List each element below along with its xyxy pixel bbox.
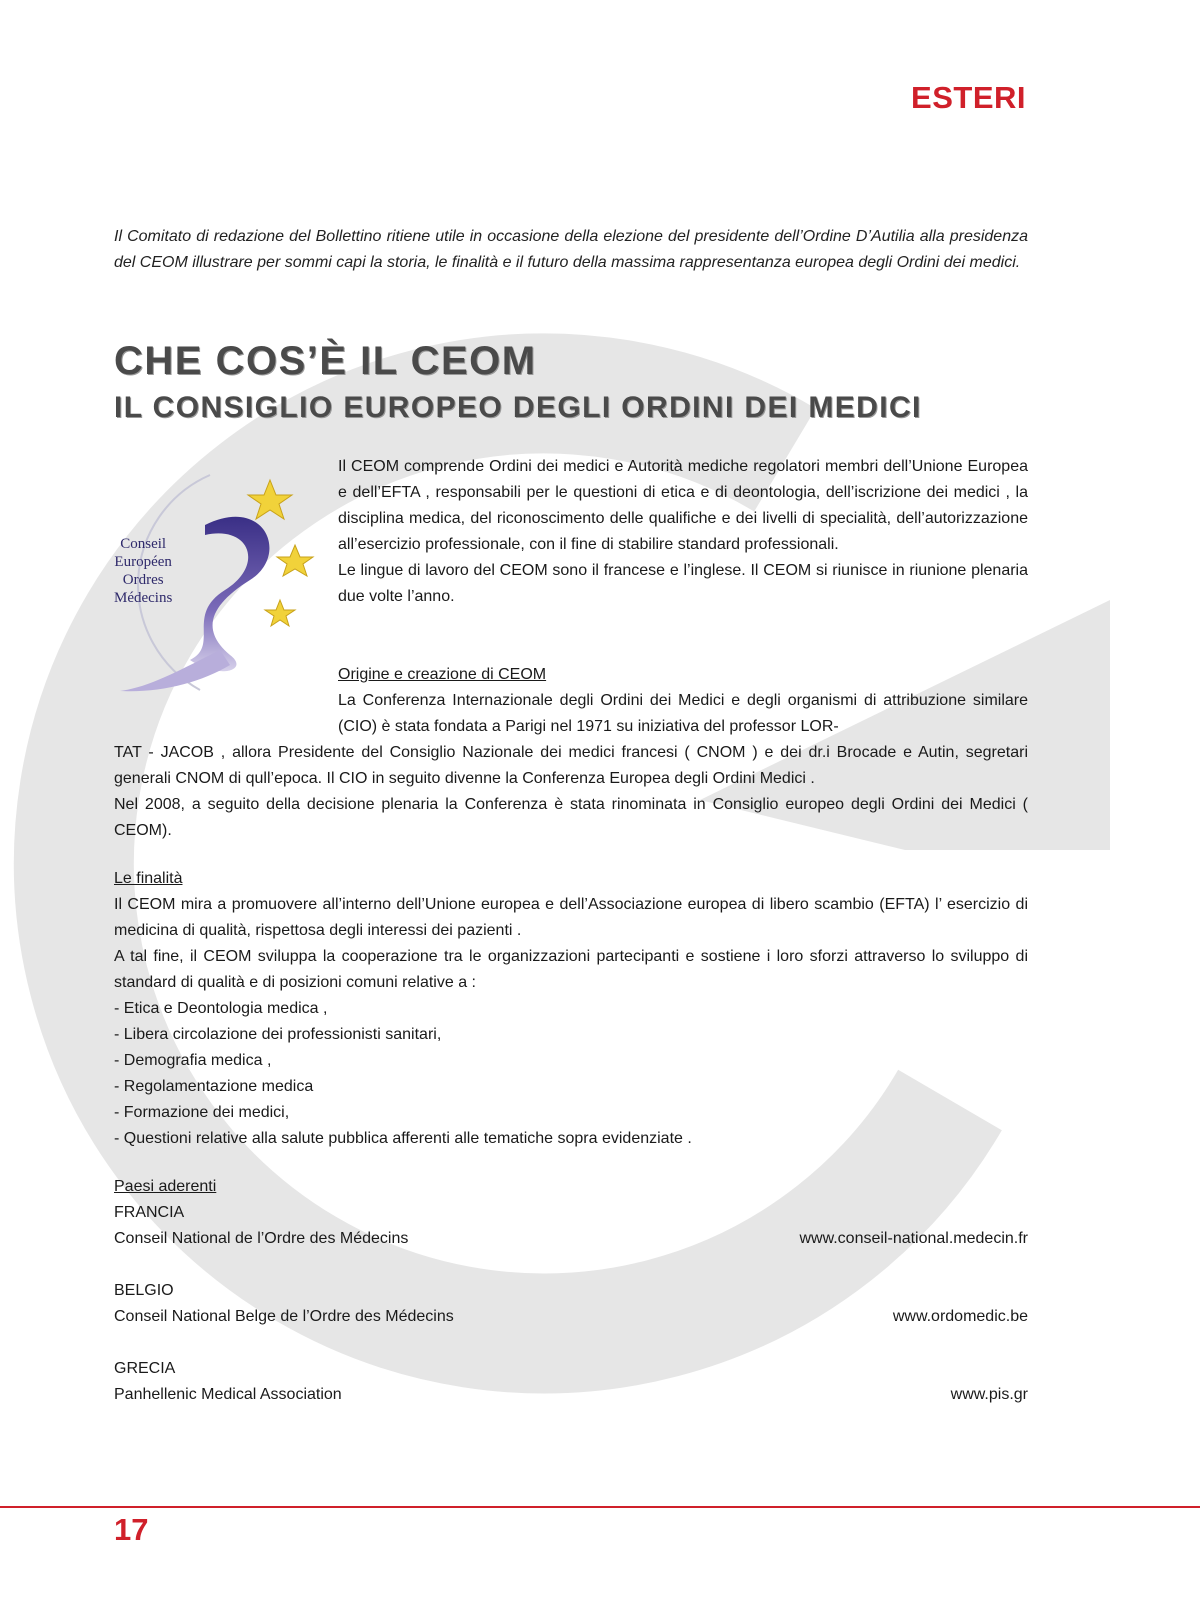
list-item: - Formazione dei medici,: [114, 1104, 290, 1121]
page-number: 17: [114, 1512, 149, 1547]
intro-paragraph: Il Comitato di redazione del Bollettino ritiene utile in occasione della elezione del presidente dell’Ordine D’Autilia alla presidenza del CEOM illustrare per sommi capi la storia, le finalità e il futuro della massima rappresentanza europea degli Ordini dei medici.: [114, 228, 1028, 271]
article-paragraph: Le lingue di lavoro del CEOM sono il francese e l’inglese. Il CEOM si riunisce in riunione plenaria due volte l’anno.: [338, 562, 1028, 605]
footer-rule: [0, 1506, 1200, 1508]
article-paragraph: La Conferenza Internazionale degli Ordini dei Medici e degli organismi di attribuzione similare (CIO) è stata fondata a Parigi nel 1971 su iniziativa del professor LOR-: [338, 692, 1028, 735]
member-row-belgio: [114, 1304, 1028, 1330]
list-item: - Libera circolazione dei professionisti sanitari,: [114, 1026, 442, 1043]
list-item: - Demografia medica ,: [114, 1052, 272, 1069]
member-org: Conseil National Belge de l’Ordre des Médecins: [114, 1308, 454, 1325]
article-paragraph: A tal fine, il CEOM sviluppa la cooperazione tra le organizzazioni partecipanti e sostiene i loro sforzi attraverso lo sviluppo di standard di qualità e di posizioni comuni relative a :: [114, 948, 1028, 991]
article-intro-block: [338, 454, 1028, 610]
member-country-belgio: BELGIO: [114, 1282, 174, 1299]
article-paragraph: Il CEOM mira a promuovere all’interno dell’Unione europea e dell’Associazione europea di libero scambio (EFTA) l’ esercizio di medicina di qualità, rispettosa degli interessi dei pazienti .: [114, 896, 1028, 939]
member-row-grecia: [114, 1382, 1028, 1408]
section-tag: ESTERI: [911, 80, 1026, 115]
article-paragraph: Nel 2008, a seguito della decisione plenaria la Conferenza è stata rinominata in Consiglio europeo degli Ordini dei Medici ( CEOM).: [114, 796, 1028, 839]
members-heading: Paesi aderenti: [114, 1178, 217, 1195]
origin-block: [338, 662, 1028, 740]
list-item: - Regolamentazione medica: [114, 1078, 314, 1095]
aims-block: [114, 866, 1028, 1152]
list-item: - Etica e Deontologia medica ,: [114, 1000, 328, 1017]
member-row-francia: [114, 1226, 1028, 1252]
aims-heading: Le finalità: [114, 870, 183, 887]
article-subtitle: IL CONSIGLIO EUROPEO DEGLI ORDINI DEI MEDICI: [114, 391, 922, 424]
member-org: Panhellenic Medical Association: [114, 1386, 342, 1403]
ceom-logo: [90, 455, 320, 695]
member-url[interactable]: www.pis.gr: [950, 1386, 1028, 1403]
member-url[interactable]: www.ordomedic.be: [892, 1308, 1028, 1325]
member-country-grecia: GRECIA: [114, 1360, 176, 1377]
list-item: - Questioni relative alla salute pubblica afferenti alle tematiche sopra evidenziate .: [114, 1130, 692, 1147]
origin-heading: Origine e creazione di CEOM: [338, 666, 547, 683]
member-country-francia: FRANCIA: [114, 1204, 185, 1221]
member-url[interactable]: www.conseil-national.medecin.fr: [799, 1230, 1028, 1247]
origin-continued: [114, 740, 1028, 844]
logo-text: Conseil Européen Ordres Médecins: [114, 536, 173, 606]
article-title: CHE COS’È IL CEOM: [114, 339, 537, 383]
article-paragraph: TAT - JACOB , allora Presidente del Consiglio Nazionale dei medici francesi ( CNOM ) e dei dr.i Brocade e Autin, segretari generali CNOM di qull’epoca. Il CIO in seguito divenne la Conferenza Europea degli Ordini Medici .: [114, 744, 1028, 787]
member-org: Conseil National de l’Ordre des Médecins: [114, 1230, 409, 1247]
article-paragraph: Il CEOM comprende Ordini dei medici e Autorità mediche regolatori membri dell’Unione Europea e dell’EFTA , responsabili per le questioni di etica e di deontologia, dell’iscrizione dei medici , la disciplina medica, del riconoscimento delle qualifiche e dei livelli di specialità, dell’autorizzazione all’esercizio professionale, con il fine di stabilire standard professionali.: [338, 458, 1028, 553]
